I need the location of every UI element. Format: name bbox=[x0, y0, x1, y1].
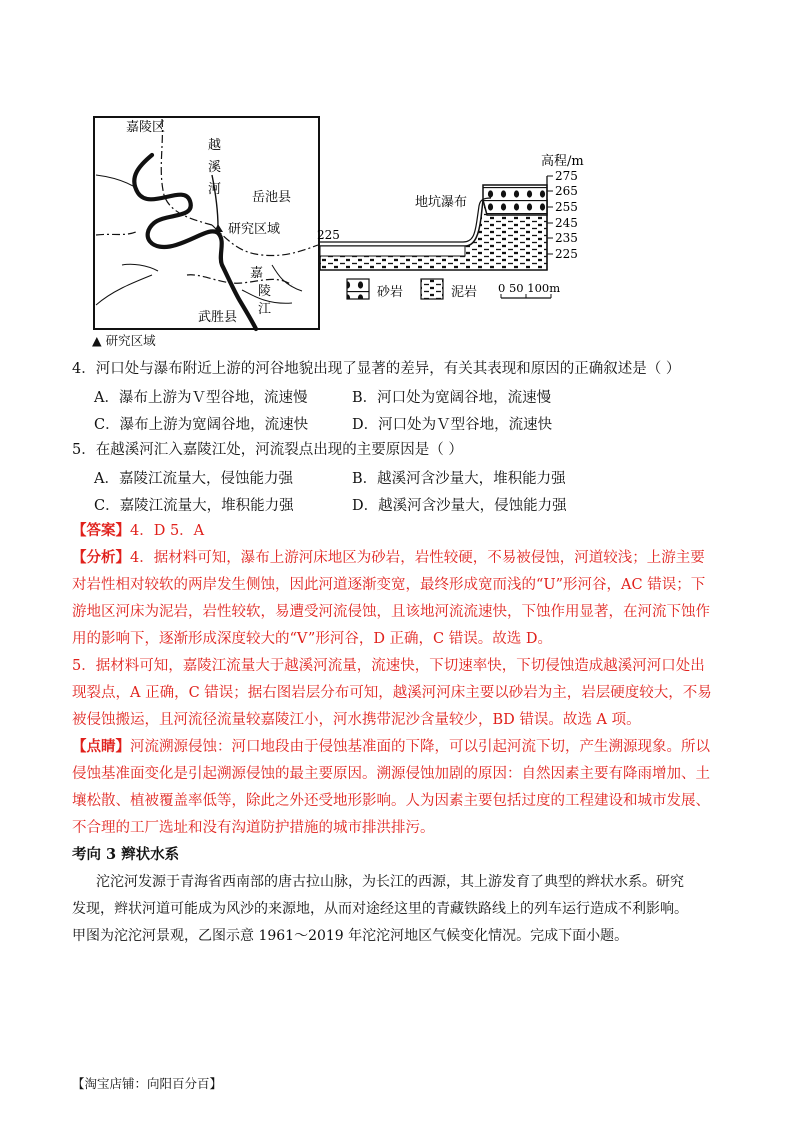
q5-stem: 5．在越溪河汇入嘉陵江处，河流裂点出现的主要原因是（ ） bbox=[72, 442, 463, 458]
dianjing-line-1: 【点睛】河流溯源侵蚀：河口地段由于侵蚀基准面的下降，可以引起河流下切，产生溯源现象。所以 bbox=[72, 738, 710, 755]
analysis-line-7: 被侵蚀搬运，且河流径流量较嘉陵江小，河水携带泥沙含量较少，BD 错误。故选 A 项。 bbox=[72, 712, 641, 728]
tick-225: 225 bbox=[555, 247, 578, 261]
river-map bbox=[92, 115, 324, 347]
q4-option-a: A．瀑布上游为Ｖ型谷地，流速慢 bbox=[94, 390, 308, 406]
dianjing-tag: 【点睛】 bbox=[72, 738, 130, 755]
section-title: 考向 3 辫状水系 bbox=[72, 846, 180, 863]
analysis-line-5: 5．据材料可知，嘉陵江流量大于越溪河流量，流速快，下切速率快，下切侵蚀造成越溪河河口处出 bbox=[72, 658, 705, 674]
elevation-profile bbox=[315, 148, 605, 308]
answer-text: 4．D 5．A bbox=[130, 523, 205, 539]
map-label-wusheng: 武胜县 bbox=[198, 310, 238, 325]
analysis-line-3: 游地区河床为泥岩，岩性较软，易遭受河流侵蚀，且该地河流流速快，下蚀作用显著，在河流下蚀作 bbox=[72, 604, 710, 620]
map-label-yue: 越 bbox=[208, 138, 222, 153]
legend-sandstone: 砂岩 bbox=[377, 285, 404, 300]
q4-option-c: C．瀑布上游为宽阔谷地，流速快 bbox=[94, 417, 309, 433]
q4-option-b: B．河口处为宽阔谷地，流速慢 bbox=[352, 390, 552, 406]
map-label-jia: 嘉 bbox=[250, 266, 264, 281]
map-label-jialing-district: 嘉陵区 bbox=[126, 120, 166, 135]
map-label-ling: 陵 bbox=[258, 284, 272, 299]
q5-option-a: A．嘉陵江流量大，侵蚀能力强 bbox=[94, 471, 293, 487]
analysis-line-2: 对岩性相对较软的两岸发生侧蚀，因此河道逐渐变宽，最终形成宽而浅的“U”形河谷，AC 错误；下 bbox=[72, 577, 706, 593]
footer-shop: 【淘宝店铺：向阳百分百】 bbox=[72, 1076, 223, 1091]
dianjing-line-2: 侵蚀基准面变化是引起溯源侵蚀的最主要原因。溯源侵蚀加剧的原因：自然因素主要有降雨增加、土 bbox=[72, 766, 710, 782]
tick-265: 265 bbox=[555, 184, 578, 198]
map-label-jiang: 江 bbox=[258, 302, 272, 317]
passage-line-2: 发现，辫状河道可能成为风沙的来源地，从而对途经这里的青藏铁路线上的列车运行造成不利影响。 bbox=[72, 901, 688, 917]
waterfall-label: 地坑瀑布 bbox=[415, 195, 468, 210]
q5-option-c: C．嘉陵江流量大，堆积能力强 bbox=[94, 498, 294, 514]
tick-275: 275 bbox=[555, 169, 578, 183]
dianjing-line-4: 不合理的工厂选址和没有沟道防护措施的城市排洪排污。 bbox=[72, 820, 435, 836]
answer-line bbox=[72, 521, 204, 541]
profile-left-value: 225 bbox=[317, 228, 340, 242]
q5-option-b: B．越溪河含沙量大，堆积能力强 bbox=[352, 471, 566, 487]
legend-mudstone: 泥岩 bbox=[451, 285, 478, 300]
tick-245: 245 bbox=[555, 216, 578, 230]
map-label-yuechi: 岳池县 bbox=[252, 190, 292, 205]
map-label-xi: 溪 bbox=[208, 160, 222, 175]
dianjing-line-3: 壤松散、植被覆盖率低等，除此之外还受地形影响。人为因素主要包括过度的工程建设和城市发展、 bbox=[72, 793, 710, 809]
q4-option-d: D．河口处为Ｖ型谷地，流速快 bbox=[352, 417, 553, 433]
passage-line-3: 甲图为沱沱河景观，乙图示意 1961～2019 年沱沱河地区气候变化情况。完成下面小题。 bbox=[72, 928, 629, 944]
tick-235: 235 bbox=[555, 231, 578, 245]
q4-stem: 4．河口处与瀑布附近上游的河谷地貌出现了显著的差异，有关其表现和原因的正确叙述是（ ） bbox=[72, 361, 681, 377]
map-label-he: 河 bbox=[208, 182, 222, 197]
map-label-study-area: 研究区域 bbox=[228, 222, 281, 237]
profile-elev-title: 高程/m bbox=[541, 154, 584, 169]
analysis-line-4: 用的影响下，逐渐形成深度较大的“V”形河谷，D 正确，C 错误。故选 D。 bbox=[72, 631, 552, 647]
analysis-line-6: 现裂点，A 正确，C 错误；据右图岩层分布可知，越溪河河床主要以砂岩为主，岩层硬度较大，不易 bbox=[72, 685, 712, 701]
analysis-tag: 【分析】 bbox=[72, 549, 130, 566]
analysis-line-1: 【分析】4．据材料可知，瀑布上游河床地区为砂岩，岩性较硬，不易被侵蚀，河道较浅；上游主要 bbox=[72, 549, 705, 566]
tick-255: 255 bbox=[555, 200, 578, 214]
scale-bar-label: 0 50 100m bbox=[498, 281, 561, 295]
answer-tag: 【答案】 bbox=[72, 522, 130, 539]
q5-option-d: D．越溪河含沙量大，侵蚀能力强 bbox=[352, 498, 567, 514]
passage-line-1: 沱沱河发源于青海省西南部的唐古拉山脉，为长江的西源，其上游发育了典型的辫状水系。研究 bbox=[96, 874, 684, 890]
map-legend: ▲ 研究区域 bbox=[92, 333, 156, 348]
